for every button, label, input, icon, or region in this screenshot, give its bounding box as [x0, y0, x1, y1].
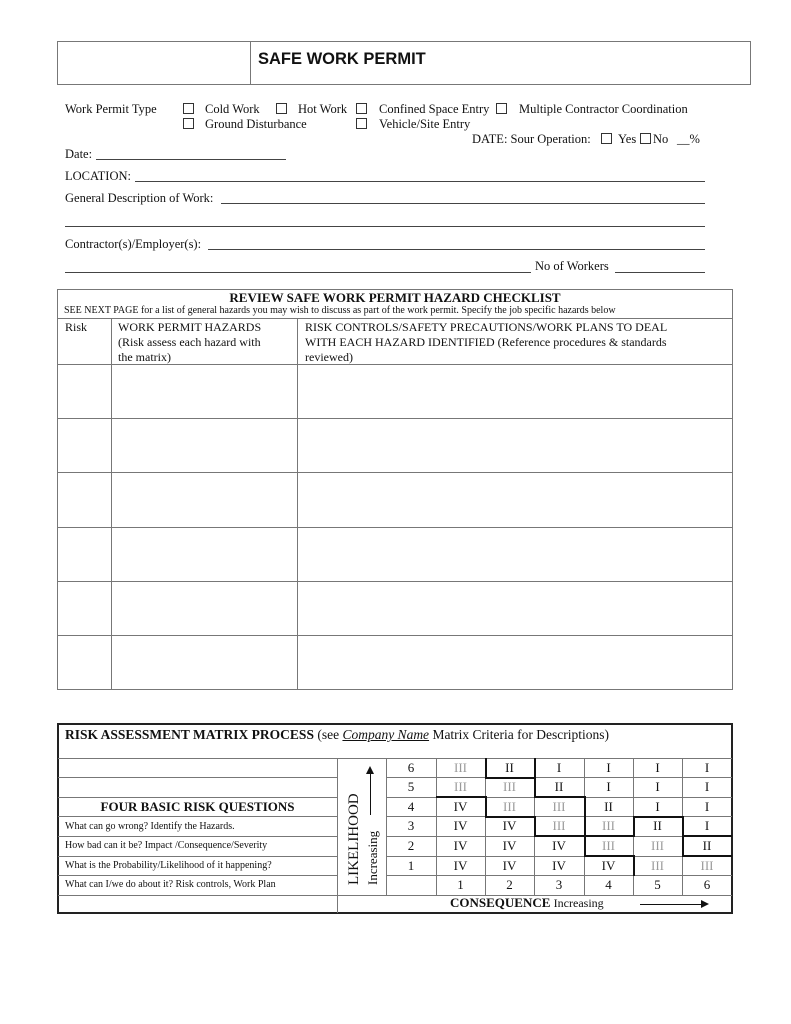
likelihood-level: 6: [407, 760, 415, 775]
arrow-up-icon: [366, 766, 374, 774]
matrix-cell: III: [503, 799, 516, 814]
matrix-cell: IV: [453, 858, 468, 873]
hazard-cell[interactable]: [112, 528, 297, 581]
cold-work-checkbox[interactable]: [183, 103, 194, 114]
matrix-cell: IV: [601, 858, 616, 873]
controls-cell[interactable]: [298, 473, 732, 527]
permit-type-label: Work Permit Type: [65, 102, 157, 116]
matrix-cell: II: [554, 779, 564, 794]
workers-label: No of Workers: [535, 259, 609, 273]
matrix-cell: III: [552, 818, 566, 833]
matrix-cell: II: [653, 818, 662, 833]
matrix-cell: I: [655, 760, 660, 775]
column-header-hazards: [118, 320, 261, 365]
risk-cell[interactable]: [58, 636, 111, 689]
contractor-field-line2[interactable]: [65, 272, 531, 273]
matrix-cell: III: [503, 779, 516, 794]
matrix-cell: I: [655, 799, 660, 814]
matrix-cell: I: [606, 760, 611, 775]
date-label: Date:: [65, 147, 93, 161]
sour-no-checkbox[interactable]: [640, 133, 651, 144]
consequence-level: 2: [506, 877, 513, 892]
matrix-cell: II: [505, 760, 514, 775]
risk-cell[interactable]: [58, 528, 111, 581]
question-item: How bad can it be? Impact /Consequence/Severity: [65, 840, 268, 851]
location-field[interactable]: [135, 181, 705, 182]
ground-disturbance-label: Ground Disturbance: [205, 117, 307, 131]
consequence-arrow-icon: [640, 904, 702, 905]
sour-yes-label: Yes: [618, 132, 637, 146]
vehicle-site-checkbox[interactable]: [356, 118, 367, 129]
hazard-checklist-title: REVIEW SAFE WORK PERMIT HAZARD CHECKLIST: [229, 290, 561, 305]
consequence-sub-label: Increasing: [553, 896, 604, 910]
matrix-cell: III: [602, 838, 615, 853]
matrix-cell: IV: [453, 799, 468, 814]
matrix-cell: I: [704, 799, 710, 814]
question-item: What is the Probability/Likelihood of it happening?: [65, 860, 272, 871]
row-divider: [58, 856, 337, 857]
likelihood-level: 2: [407, 838, 415, 853]
divider: [57, 318, 733, 319]
row-divider: [58, 816, 337, 817]
hot-work-label: Hot Work: [298, 102, 348, 116]
controls-cell[interactable]: [298, 636, 732, 689]
matrix-cell: III: [454, 760, 467, 775]
matrix-cell: II: [702, 838, 712, 853]
consequence-label: [450, 895, 604, 911]
row-divider: [58, 875, 337, 876]
matrix-cell: II: [604, 799, 613, 814]
risk-cell[interactable]: [58, 365, 111, 418]
confined-space-checkbox[interactable]: [356, 103, 367, 114]
vehicle-site-label: Vehicle/Site Entry: [379, 117, 471, 131]
column-header-hazards-line: (Risk assess each hazard with: [118, 335, 261, 349]
risk-cell[interactable]: [58, 419, 111, 472]
title-divider: [250, 41, 251, 85]
row-divider: [58, 895, 337, 896]
column-header-controls-line: RISK CONTROLS/SAFETY PRECAUTIONS/WORK PLANS TO DEAL: [305, 320, 668, 334]
ground-disturbance-checkbox[interactable]: [183, 118, 194, 129]
likelihood-level: 1: [407, 858, 415, 873]
controls-cell[interactable]: [298, 419, 732, 472]
row-divider: [58, 777, 337, 778]
sour-operation-label: DATE: Sour Operation:: [472, 132, 591, 146]
workers-field[interactable]: [615, 272, 705, 273]
question-item: What can go wrong? Identify the Hazards.: [65, 821, 235, 832]
column-header-risk: Risk: [65, 320, 88, 334]
controls-cell[interactable]: [298, 365, 732, 418]
risk-cell[interactable]: [58, 473, 111, 527]
matrix-cell: III: [651, 838, 664, 853]
contractor-label: Contractor(s)/Employer(s):: [65, 237, 202, 251]
hot-work-checkbox[interactable]: [276, 103, 287, 114]
matrix-cell: I: [704, 779, 710, 794]
likelihood-arrow-icon: [370, 770, 371, 815]
matrix-cell: I: [606, 779, 611, 794]
contractor-field[interactable]: [208, 249, 705, 250]
description-field[interactable]: [221, 203, 705, 204]
matrix-cell: IV: [502, 818, 517, 833]
consequence-level: 6: [703, 877, 711, 892]
matrix-cell: I: [556, 760, 562, 775]
sour-yes-checkbox[interactable]: [601, 133, 612, 144]
hazard-cell[interactable]: [112, 419, 297, 472]
matrix-cell: III: [602, 818, 615, 833]
question-item: What can I/we do about it? Risk controls, Work Plan: [65, 879, 276, 890]
consequence-level: 3: [555, 877, 563, 892]
risk-matrix-title-post: Matrix Criteria for Descriptions): [429, 727, 610, 742]
confined-space-label: Confined Space Entry: [379, 102, 490, 116]
risk-matrix-title-pre: (see: [317, 727, 343, 742]
date-field[interactable]: [96, 159, 286, 160]
description-label: General Description of Work:: [65, 191, 214, 205]
multiple-contractor-checkbox[interactable]: [496, 103, 507, 114]
multiple-contractor-label: Multiple Contractor Coordination: [519, 102, 688, 116]
consequence-level: 1: [457, 877, 464, 892]
hazard-cell[interactable]: [112, 365, 297, 418]
cold-work-label: Cold Work: [205, 102, 260, 116]
sour-percent-field[interactable]: __%: [677, 132, 700, 146]
matrix-cell: IV: [453, 818, 468, 833]
likelihood-level: 4: [407, 799, 415, 814]
company-name: Company Name: [342, 727, 430, 742]
matrix-cell: I: [655, 779, 660, 794]
matrix-cell: IV: [502, 858, 517, 873]
sour-no-label: No: [653, 132, 669, 146]
matrix-cell: III: [454, 779, 467, 794]
matrix-cell: III: [651, 858, 664, 873]
controls-cell[interactable]: [298, 528, 732, 581]
matrix-cell: I: [704, 760, 710, 775]
questions-heading: FOUR BASIC RISK QUESTIONS: [100, 799, 295, 814]
risk-matrix-title-bold: RISK ASSESSMENT MATRIX PROCESS: [65, 727, 314, 742]
arrow-right-icon: [701, 900, 709, 908]
likelihood-sub-label: Increasing: [365, 830, 380, 885]
matrix-cell: III: [700, 858, 714, 873]
risk-cell[interactable]: [58, 582, 111, 635]
column-header-controls: [305, 320, 667, 365]
hazard-cell[interactable]: [112, 473, 297, 527]
consequence-label-bold: CONSEQUENCE: [450, 895, 551, 910]
column-divider: [337, 758, 338, 913]
matrix-cell: I: [704, 818, 710, 833]
column-header-hazards-line: the matrix): [118, 350, 171, 364]
risk-matrix-title: [65, 727, 609, 743]
hazard-checklist-subtitle: SEE NEXT PAGE for a list of general hazards you may wish to discuss as part of the work permit. Specify the job specific hazards below: [64, 305, 616, 316]
matrix-cell: IV: [552, 838, 566, 853]
consequence-level: 5: [654, 877, 661, 892]
matrix-cell: III: [552, 799, 566, 814]
hazard-cell[interactable]: [112, 582, 297, 635]
controls-cell[interactable]: [298, 582, 732, 635]
likelihood-level: 5: [407, 779, 415, 794]
hazard-cell[interactable]: [112, 636, 297, 689]
column-header-hazards-line: WORK PERMIT HAZARDS: [118, 320, 262, 334]
row-divider: [58, 836, 337, 837]
location-label: LOCATION:: [65, 169, 131, 183]
column-header-controls-line: reviewed): [305, 350, 353, 364]
likelihood-label: LIKELIHOOD: [346, 793, 362, 885]
column-header-controls-line: WITH EACH HAZARD IDENTIFIED (Reference procedures & standards: [305, 335, 667, 349]
matrix-cell: IV: [502, 838, 517, 853]
description-field-line2[interactable]: [65, 226, 705, 227]
page-title: SAFE WORK PERMIT: [258, 50, 426, 68]
consequence-level: 4: [605, 877, 612, 892]
likelihood-level: 3: [407, 818, 415, 833]
matrix-cell: IV: [453, 838, 468, 853]
matrix-cell: IV: [552, 858, 566, 873]
